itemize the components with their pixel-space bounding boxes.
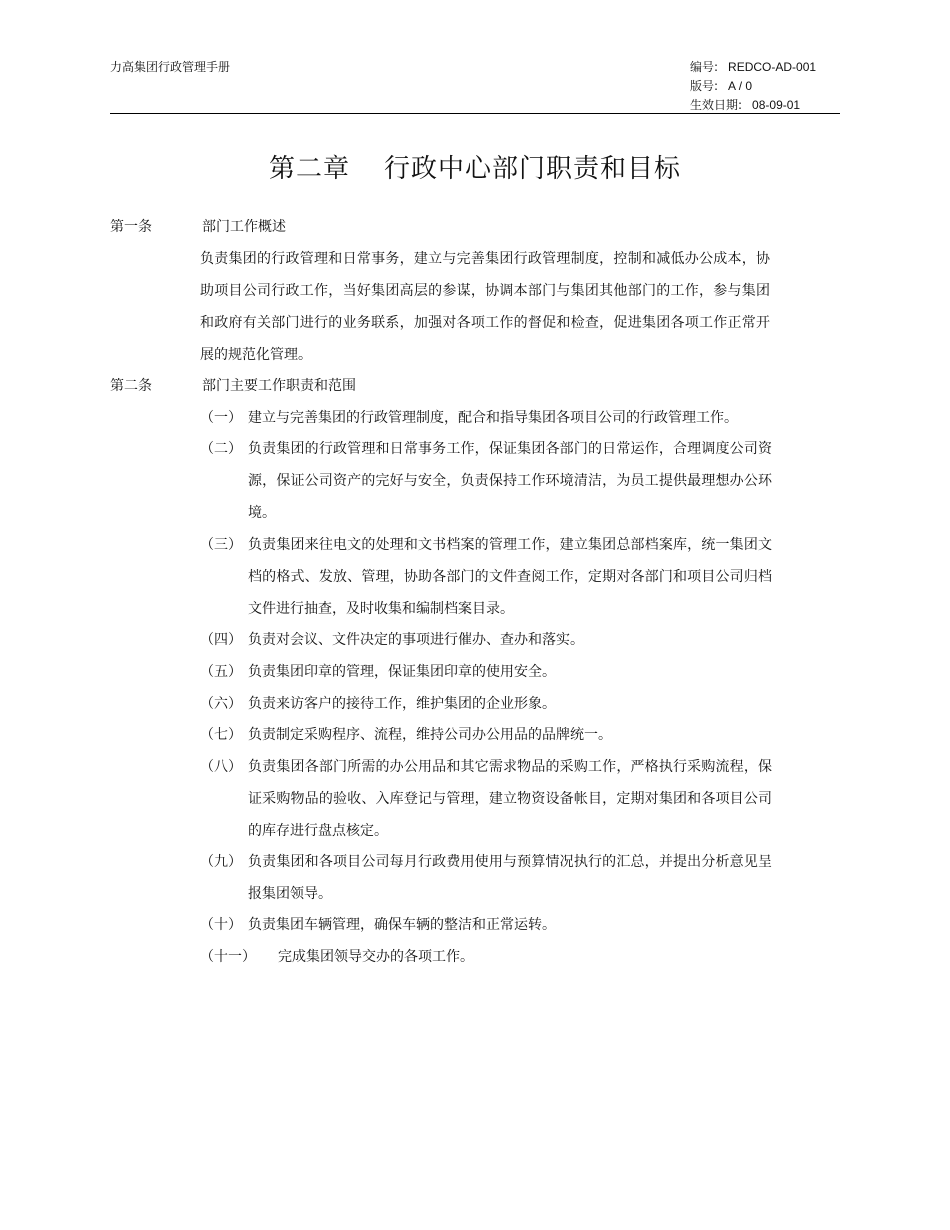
article-label: 第二条 bbox=[110, 378, 152, 394]
article-label: 第一条 bbox=[110, 219, 152, 235]
item-marker: （二） bbox=[200, 441, 242, 457]
duty-item bbox=[200, 433, 772, 529]
duty-item bbox=[200, 529, 772, 625]
effective-date-label: 生效日期: bbox=[690, 98, 743, 112]
item-text: 负责来访客户的接待工作，维护集团的企业形象。 bbox=[248, 696, 556, 712]
duty-item bbox=[200, 909, 772, 941]
effective-date: 08-09-01 bbox=[752, 98, 801, 112]
item-text: 负责集团印章的管理，保证集团印章的使用安全。 bbox=[248, 664, 556, 680]
duty-item bbox=[200, 624, 772, 656]
item-text: 负责制定采购程序、流程，维持公司办公用品的品牌统一。 bbox=[248, 727, 612, 743]
doc-meta bbox=[690, 58, 816, 115]
duty-item bbox=[200, 688, 772, 720]
item-marker: （十一） bbox=[200, 949, 256, 965]
chapter-number: 第二章 bbox=[268, 154, 350, 184]
item-marker: （十） bbox=[200, 917, 242, 933]
item-text: 建立与完善集团的行政管理制度，配合和指导集团各项目公司的行政管理工作。 bbox=[248, 410, 738, 426]
item-text: 负责集团的行政管理和日常事务工作，保证集团各部门的日常运作，合理调度公司资源，保证公司资产的完好与安全，负责保持工作环境清洁，为员工提供最理想办公环境。 bbox=[248, 441, 772, 521]
item-text: 负责集团车辆管理，确保车辆的整洁和正常运转。 bbox=[248, 917, 556, 933]
article-1-body: 负责集团的行政管理和日常事务，建立与完善集团行政管理制度，控制和减低办公成本，协助项目公司行政工作，当好集团高层的参谋，协调本部门与集团其他部门的工作，参与集团和政府有关部门进行的业务联系，加强对各项工作的督促和检查，促进集团各项工作正常开展的规范化管理。 bbox=[200, 251, 770, 363]
article-heading: 部门主要工作职责和范围 bbox=[202, 378, 356, 394]
item-marker: （三） bbox=[200, 537, 242, 553]
item-marker: （九） bbox=[200, 854, 242, 870]
duty-item bbox=[200, 941, 772, 973]
manual-title: 力高集团行政管理手册 bbox=[110, 60, 231, 74]
article-heading: 部门工作概述 bbox=[202, 219, 286, 235]
version-value: A / 0 bbox=[728, 79, 753, 93]
version-row bbox=[690, 77, 816, 96]
duty-item bbox=[200, 751, 772, 847]
duty-item bbox=[200, 719, 772, 751]
item-marker: （四） bbox=[200, 632, 242, 648]
item-marker: （七） bbox=[200, 727, 242, 743]
doc-number-row bbox=[690, 58, 816, 77]
item-marker: （一） bbox=[200, 410, 242, 426]
duty-item bbox=[200, 656, 772, 688]
item-marker: （六） bbox=[200, 696, 242, 712]
item-text: 完成集团领导交办的各项工作。 bbox=[278, 949, 474, 965]
chapter-title bbox=[0, 148, 950, 185]
doc-number-label: 编号: bbox=[690, 60, 719, 74]
version-label: 版号: bbox=[690, 79, 719, 93]
header-divider bbox=[110, 113, 840, 114]
doc-number: REDCO-AD-001 bbox=[728, 60, 817, 74]
item-text: 负责对会议、文件决定的事项进行催办、查办和落实。 bbox=[248, 632, 584, 648]
item-text: 负责集团和各项目公司每月行政费用使用与预算情况执行的汇总，并提出分析意见呈报集团领导。 bbox=[248, 854, 772, 902]
item-marker: （五） bbox=[200, 664, 242, 680]
duty-item bbox=[200, 402, 772, 434]
item-text: 负责集团各部门所需的办公用品和其它需求物品的采购工作，严格执行采购流程，保证采购物品的验收、入库登记与管理，建立物资设备帐目，定期对集团和各项目公司的库存进行盘点核定。 bbox=[248, 759, 772, 839]
duty-item bbox=[200, 846, 772, 910]
chapter-name: 行政中心部门职责和目标 bbox=[384, 154, 682, 184]
item-text: 负责集团来往电文的处理和文书档案的管理工作，建立集团总部档案库，统一集团文档的格式、发放、管理，协助各部门的文件查阅工作，定期对各部门和项目公司归档文件进行抽查，及时收集和编制档案目录。 bbox=[248, 537, 772, 617]
item-marker: （八） bbox=[200, 759, 242, 775]
